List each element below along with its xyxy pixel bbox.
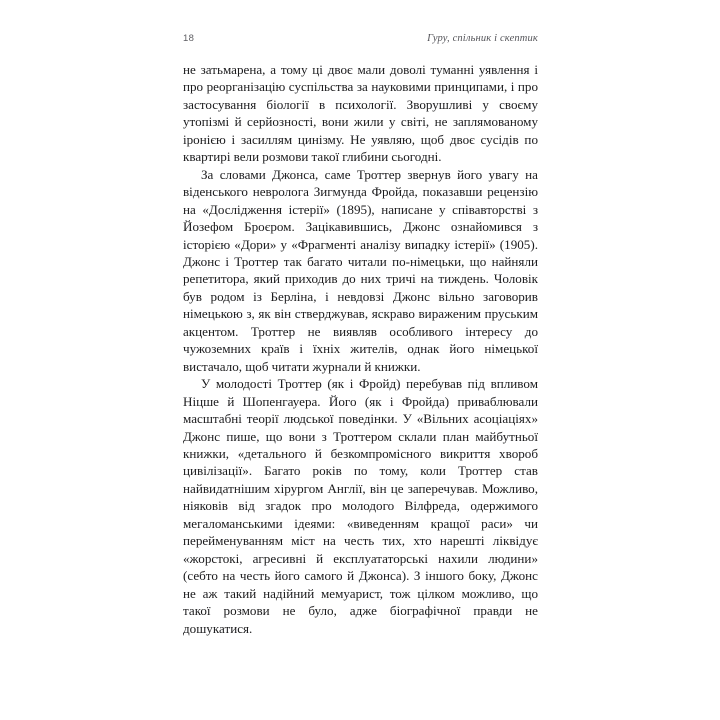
body-text-block	[183, 61, 538, 637]
paragraph-3: У молодості Троттер (як і Фройд) перебував під впливом Ніцше й Шопенгауера. Його (як і Фройда) приваблювали масштабні теорії людської поведінки. У «Вільних асоціаціях» Джонс пише, що вони з Троттером склали план майбутньої книжки, «детального й безкомпромісного викриття хвороб цивілізації». Багато років по тому, коли Троттер став найвидатнішим хірургом Англії, він це заперечував. Можливо, ніяковів від згадок про молодого Вілфреда, одержимого мегаломанськими ідеями: «виведенням кращої раси» чи перейменуванням міст на честь тих, хто нарешті ліквідує «жорстокі, агресивні й експлуататорські нахили людини» (себто на честь його самого й Джонса). З іншого боку, Джонс не аж такий надійний мемуарист, тож цілком можливо, що такої розмови не було, адже біографічної правди не дошукатися.	[183, 376, 538, 636]
paragraph-1: не затьмарена, а тому ці двоє мали доволі туманні уявлення і про реорганізацію суспільства за науковими принципами, і про застосування біології в психології. Зворушливі у своєму утопізмі й серйозності, вони жили у світі, не заплямованому іронією і засиллям цинізму. Не уявляю, щоб двоє сусідів по квартирі вели розмови такої глибини сьогодні.	[183, 62, 538, 165]
paragraph-2: За словами Джонса, саме Троттер звернув його увагу на віденського невролога Зигмунда Фройда, показавши рецензію на «Дослідження істерії» (1895), написане у співавторстві з Йозефом Броєром. Зацікавившись, Джонс ознайомився з історією «Дори» у «Фрагменті аналізу випадку істерії» (1905). Джонс і Троттер так багато читали по-німецьки, що найняли репетитора, який приходив до них тричі на тиждень. Чоловік був родом із Берліна, і невдовзі Джонс вільно заговорив німецькою з, як він стверджував, яскраво вираженим пруським акцентом. Троттер не виявляв особливого інтересу до чужоземних країв і їхніх жителів, однак його німецької вистачало, щоб читати журнали й книжки.	[183, 166, 538, 374]
running-head-title: Гуру, спільник і скептик	[427, 33, 538, 44]
page-number: 18	[183, 33, 195, 44]
running-head	[183, 33, 538, 49]
